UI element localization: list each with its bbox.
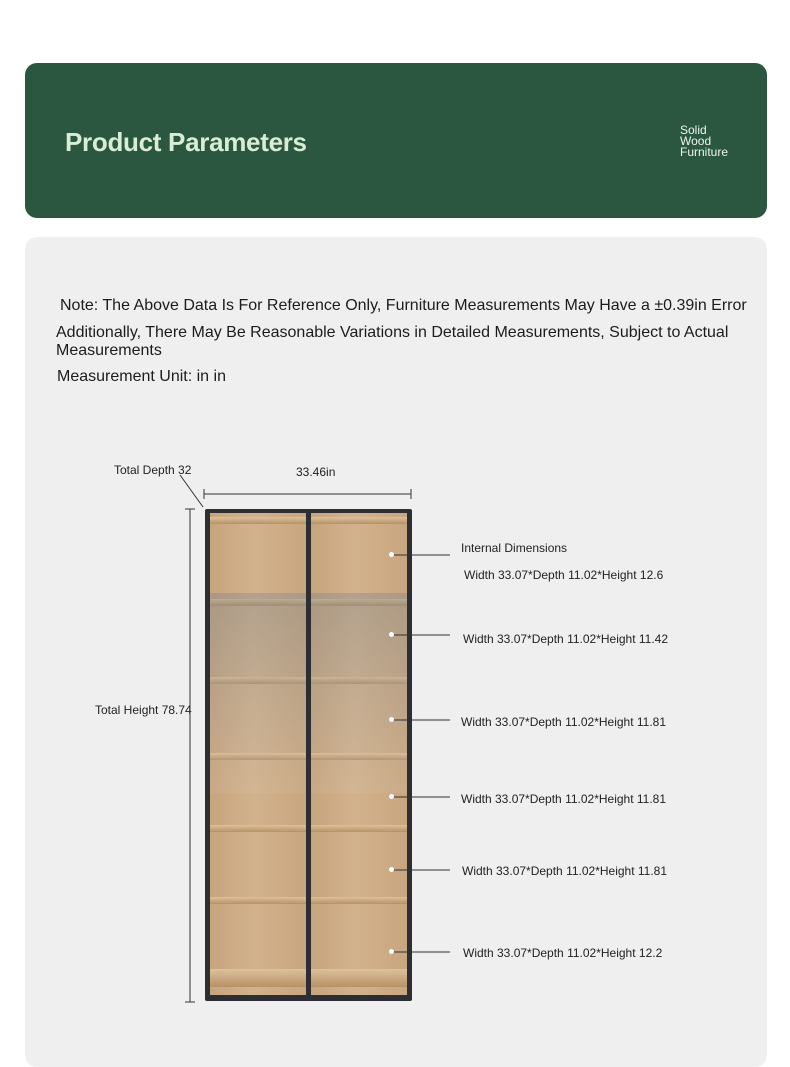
callout-dot <box>389 949 394 954</box>
total-height-label: Total Height 78.74 <box>95 703 192 717</box>
note-variations: Additionally, There May Be Reasonable Variations in Detailed Measurements, Subject to Actual Measurements <box>56 324 729 359</box>
page-title: Product Parameters <box>65 127 307 157</box>
brand-line-1: Solid <box>680 123 707 137</box>
callout-dot <box>389 552 394 557</box>
brand-line-3: Furniture <box>680 145 729 159</box>
compartment-6-dimensions: Width 33.07*Depth 11.02*Height 12.2 <box>463 946 663 960</box>
callout-dot <box>389 794 394 799</box>
callout-dot <box>389 632 394 637</box>
internal-dimensions-title: Internal Dimensions <box>461 541 568 555</box>
callout-dot <box>389 717 394 722</box>
compartment-5-dimensions: Width 33.07*Depth 11.02*Height 11.81 <box>462 864 668 878</box>
compartment-4-dimensions: Width 33.07*Depth 11.02*Height 11.81 <box>461 792 667 806</box>
note-measurement-unit: Measurement Unit: in in <box>57 368 226 385</box>
compartment-2-dimensions: Width 33.07*Depth 11.02*Height 11.42 <box>463 632 669 646</box>
width-label: 33.46in <box>296 465 336 479</box>
note-error-tolerance: Note: The Above Data Is For Reference Only, Furniture Measurements May Have a ±0.39in Error <box>60 297 747 314</box>
compartment-3-dimensions: Width 33.07*Depth 11.02*Height 11.81 <box>461 715 667 729</box>
callout-dot <box>389 867 394 872</box>
total-depth-label: Total Depth 32 <box>114 463 192 477</box>
brand-line-2: Wood <box>680 134 712 148</box>
compartment-1-dimensions: Width 33.07*Depth 11.02*Height 12.6 <box>464 568 664 582</box>
